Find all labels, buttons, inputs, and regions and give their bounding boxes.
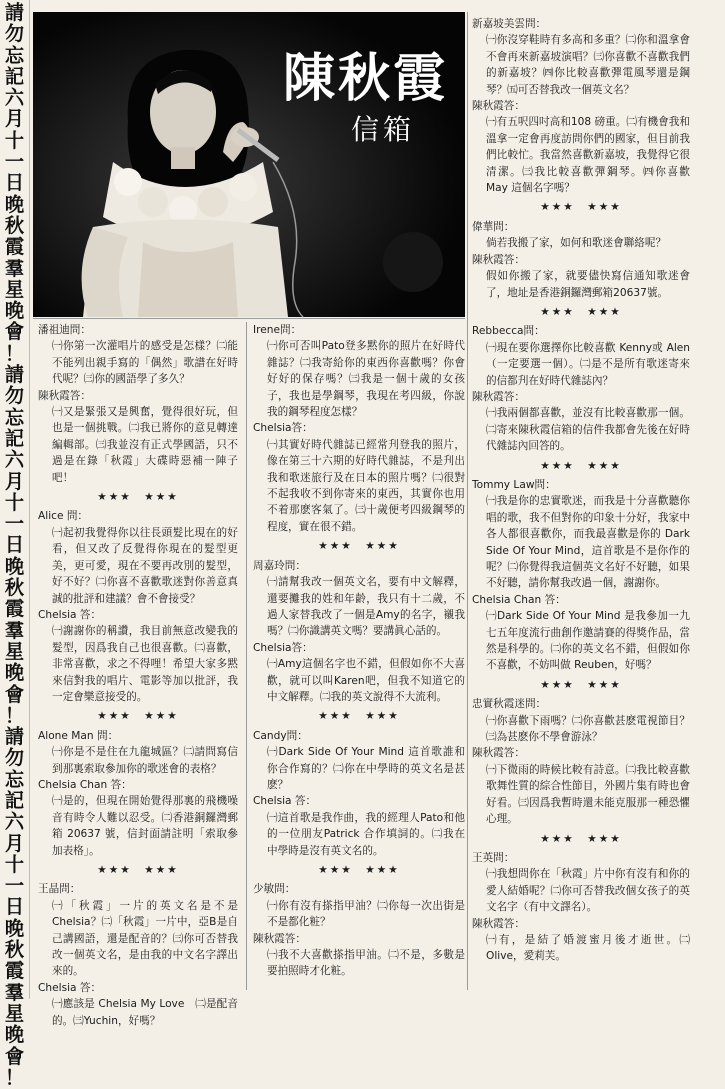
letter-sender: Chelsia Chan 答： bbox=[38, 778, 132, 791]
letter-text: ㈠有，是結了婚渡蜜月後才逝世。㈡Olive，愛莉芙。 bbox=[486, 933, 690, 963]
letter-text: ㈠是的，但現在開始覺得那裏的飛機噪音有時令人難以忍受。㈡香港銅鑼灣郵箱 20637 號，信封面請註明「索取參加表格」。 bbox=[52, 795, 238, 857]
letter-sender: 陳秋霞答： bbox=[472, 917, 525, 930]
side-banner-char: 秋 bbox=[4, 576, 25, 600]
side-banner-char: 勿 bbox=[4, 746, 25, 770]
side-banner-char: 會 bbox=[4, 320, 25, 344]
side-banner bbox=[0, 0, 30, 1089]
side-banner-char: 十 bbox=[4, 128, 25, 152]
letter-text: ㈠你有沒有搽指甲油？㈡你每一次出街是不是都化粧？ bbox=[267, 899, 465, 929]
side-banner-char: 晚 bbox=[4, 299, 25, 323]
letter-text: ㈠你是不是住在九龍城區？㈡請問寫信到那裏索取參加你的歌迷會的表格？ bbox=[52, 746, 238, 775]
side-banner-char: 星 bbox=[4, 277, 25, 301]
side-banner-char: 霞 bbox=[4, 235, 25, 259]
letter-text: ㈠下微雨的時候比較有詩意。㈡我比較喜歡歌舞性質的綜合性節目，外國片集有時也會好看。㈢因爲我暫時還未能克服那一種恐懼心理。 bbox=[486, 763, 690, 826]
side-banner-char: 羣 bbox=[4, 618, 25, 642]
side-banner-char: 會 bbox=[4, 1044, 25, 1068]
letter-text: ㈠我不大喜歡搽指甲油。㈡不是，多數是要拍照時才化粧。 bbox=[267, 949, 465, 978]
letter-text: ㈠有五呎四吋高和108 磅重。㈡有機會我和溫拿一定會再度訪問你們的國家，但目前我們比較忙。我當然喜歡新嘉坡，我覺得它很清潔。㈢我比較喜歡彈鋼琴。㈣你喜歡 May 這個名字嗎？ bbox=[486, 116, 690, 195]
letter-sender: Alone Man 問： bbox=[38, 729, 119, 742]
letter-sender: 周嘉玲問： bbox=[253, 559, 306, 572]
letter-sender: Chelsia 答： bbox=[38, 608, 102, 621]
side-banner-char: 請 bbox=[4, 725, 25, 749]
letter-sender: Candy問： bbox=[253, 729, 308, 742]
letter-text: ㈠「秋霞」一片的英文名是不是 Chelsia？㈡「秋霞」一片中，亞B是自己講國語，還是配音的？㈢你可否替我改一個英文名，是由我的中文名字譯出來的。 bbox=[52, 899, 238, 978]
letter-text: ㈠我想問你在「秋霞」片中你有沒有和你的愛人結婚呢？㈡你可否替我改個女孩子的英文名字（有中文譯名）。 bbox=[486, 868, 690, 914]
letter-sender: Rebbecca問： bbox=[472, 325, 545, 338]
letter-sender: 新嘉坡美雲問： bbox=[472, 18, 547, 30]
side-banner-char: 羣 bbox=[4, 980, 25, 1004]
column-title: 陳秋霞 bbox=[283, 48, 449, 109]
side-banner-char: 秋 bbox=[4, 938, 25, 962]
letter-sender: 王晶問： bbox=[38, 883, 81, 896]
side-banner-char: 月 bbox=[4, 831, 25, 855]
column-divider bbox=[467, 12, 468, 990]
section-stars: ★★★ ★★★ bbox=[540, 201, 622, 214]
side-banner-char: 十 bbox=[4, 852, 25, 876]
side-banner-char: 霞 bbox=[4, 959, 25, 983]
side-banner-char: 一 bbox=[4, 150, 25, 174]
letter-sender: 陳秋霞答： bbox=[253, 932, 306, 945]
side-banner-char: 月 bbox=[4, 107, 25, 131]
letter-text: ㈠你可否叫Pato登多黙你的照片在好時代雜誌？㈡我寄給你的東西你喜歡嗎？你會好好的保存嗎？㈢我是一個十歲的女孩子，我也是學鋼琴，我現在考四級，你說我的鋼琴程度怎樣？ bbox=[267, 340, 465, 419]
side-banner-char: 記 bbox=[4, 64, 25, 88]
letter-text: ㈠起初我覺得你以往長頭髮比現在的好看，但又改了反覺得你現在的髮型更美，更可愛，現在不要再改別的髮型，好不好？㈡你喜不喜歡歌迷對你善意真誠的批評和建議？會不會接受？ bbox=[52, 526, 238, 605]
section-stars: ★★★ ★★★ bbox=[97, 710, 179, 723]
letter-text: ㈠這首歌是我作曲，我的經理人Pato和他的一位朋友Patrick 合作填詞的。㈡我在中學時是沒有英文名的。 bbox=[267, 811, 465, 857]
photo-divider bbox=[33, 318, 465, 319]
letter-sender: Irene問： bbox=[253, 324, 302, 336]
section-stars: ★★★ ★★★ bbox=[97, 864, 179, 876]
section-stars: ★★★ ★★★ bbox=[318, 540, 400, 553]
side-banner-char: 月 bbox=[4, 469, 25, 493]
letter-sender: 陳秋霞答： bbox=[472, 747, 525, 760]
section-stars: ★★★ ★★★ bbox=[97, 491, 179, 504]
side-banner-char: 晚 bbox=[4, 916, 25, 940]
side-banner-char: 一 bbox=[4, 874, 25, 898]
side-banner-char: ！ bbox=[4, 1065, 25, 1089]
side-banner-char: 星 bbox=[4, 1001, 25, 1025]
side-banner-char: 忘 bbox=[4, 43, 25, 67]
column-divider bbox=[246, 322, 247, 990]
letter-text: ㈠Dark Side Of Your Mind 這首歌誰和你合作寫的？㈡你在中學時的英文名是甚麽？ bbox=[267, 746, 465, 791]
section-stars: ★★★ ★★★ bbox=[540, 832, 622, 845]
letter-sender: Chelsia Chan 答： bbox=[472, 593, 566, 606]
section-stars: ★★★ ★★★ bbox=[540, 678, 622, 691]
letter-text: ㈠你第一次灌唱片的感受是怎樣？㈡能不能列出親手寫的「偶然」歌譜在好時代呢？㈢你的國語學了多久？ bbox=[52, 340, 238, 386]
letter-sender: Chelsia 答： bbox=[253, 795, 317, 808]
side-banner-char: 忘 bbox=[4, 767, 25, 791]
letter-sender: 少敏問： bbox=[253, 883, 296, 896]
side-banner-char: 請 bbox=[4, 363, 25, 387]
side-banner-char: 羣 bbox=[4, 256, 25, 280]
letter-sender: 偉華問： bbox=[472, 220, 515, 233]
letter-sender: 潘祖迪問： bbox=[38, 324, 91, 336]
letter-sender: 陳秋霞答： bbox=[38, 389, 91, 402]
letter-sender: 忠實秋霞迷問： bbox=[472, 698, 547, 711]
letter-sender: 陳秋霞答： bbox=[472, 253, 525, 266]
letter-text: ㈠我兩個都喜歡，並沒有比較喜歡那一個。㈡寄來陳秋霞信箱的信件我都會先後在好時代雜誌內回答的。 bbox=[486, 407, 690, 453]
letter-sender: Chelsia答： bbox=[253, 422, 313, 435]
section-stars: ★★★ ★★★ bbox=[540, 305, 622, 318]
letter-text: ㈠謝謝你的稱讚，我目前無意改變我的髮型，因爲我自己也很喜歡。㈡喜歡，非常喜歡，求之不得哩！希望大家多黙來信對我的唱片、電影等加以批評，我一定會樂意接受的。 bbox=[52, 625, 238, 703]
side-banner-char: 六 bbox=[4, 810, 25, 834]
section-stars: ★★★ ★★★ bbox=[318, 710, 400, 723]
side-banner-char: 六 bbox=[4, 86, 25, 110]
letter-sender: Chelsia答： bbox=[253, 641, 313, 654]
side-banner-char: 霞 bbox=[4, 597, 25, 621]
side-banner-char: 日 bbox=[4, 171, 25, 195]
letter-text: ㈠Dark Side Of Your Mind 是我參加一九七五年度流行曲創作邀請賽的得獎作品，當然是科學的。㈡你的英文名不錯，但假如你不喜歡，不妨叫做 Reuben，好嗎？ bbox=[486, 610, 690, 672]
letter-sender: Tommy Law問： bbox=[472, 478, 556, 491]
side-banner-char: 六 bbox=[4, 448, 25, 472]
letter-text: ㈠現在要你選擇你比較喜歡 Kenny或 Alen（一定要選一個）。㈡是不是所有歌迷寄來的信都刋在好時代雜誌內？ bbox=[486, 341, 690, 387]
letters-column-3 bbox=[472, 16, 690, 965]
letter-text: 倘若我搬了家，如何和歌迷會聯絡呢？ bbox=[486, 237, 667, 250]
side-banner-char: 會 bbox=[4, 682, 25, 706]
side-banner-char: 十 bbox=[4, 490, 25, 514]
letter-sender: 陳秋霞答： bbox=[472, 100, 525, 113]
side-banner-char: 晚 bbox=[4, 1023, 25, 1047]
letter-text: ㈠應該是 Chelsia My Love ㈡是配音的。㈢Yuchin，好嗎？ bbox=[52, 998, 238, 1027]
side-banner-char: ！ bbox=[4, 703, 25, 727]
section-stars: ★★★ ★★★ bbox=[318, 864, 400, 876]
letter-text: ㈠又是緊張又是興奮，覺得很好玩，但也是一個挑戰。㈡我已將你的意見轉達編輯部。㈢我並沒有正式學國語，只不過是在錄「秋霞」大碟時惡補一陣子吧！ bbox=[52, 406, 238, 484]
side-banner-char: 一 bbox=[4, 512, 25, 536]
side-banner-char: 記 bbox=[4, 426, 25, 450]
letter-sender: 王英問： bbox=[472, 851, 515, 864]
column-subtitle: 信箱 bbox=[351, 113, 416, 146]
section-stars: ★★★ ★★★ bbox=[540, 459, 622, 472]
side-banner-char: 勿 bbox=[4, 22, 25, 46]
side-banner-char: 秋 bbox=[4, 213, 25, 237]
letter-text: ㈠請幫我改一個英文名，要有中文解釋，還要攤我的姓和年齡，我只有十二歲，不過人家替我改了一個是Amy的名字，襯我嗎？㈡你識講英文嗎？要講眞心話的。 bbox=[267, 576, 465, 638]
letter-sender: Chelsia 答： bbox=[38, 981, 102, 994]
side-banner-char: 勿 bbox=[4, 384, 25, 408]
singer-photo bbox=[33, 12, 465, 317]
letter-text: 假如你搬了家，就要儘快寫信通知歌迷會了，地址是香港銅鑼灣郵箱20637號。 bbox=[486, 270, 690, 299]
side-banner-char: 日 bbox=[4, 895, 25, 919]
side-banner-char: 請 bbox=[4, 1, 25, 24]
side-banner-char: 晚 bbox=[4, 554, 25, 578]
side-banner-char: 記 bbox=[4, 788, 25, 812]
letter-text: ㈠Amy這個名字也不錯，但假如你不大喜歡，就可以叫Karen吧，但我不知道它的中文解釋。㈡我的英文說得不大流利。 bbox=[267, 658, 465, 703]
side-banner-char: 晚 bbox=[4, 661, 25, 685]
side-banner-char: 星 bbox=[4, 639, 25, 663]
side-banner-char: ！ bbox=[4, 341, 25, 365]
letter-text: ㈠其實好時代雜誌已經常刋登我的照片，像在第三十六期的好時代雜誌，不是刋出我和歌迷旅行及在日本的照片嗎？㈡很對不起我收不到你寄來的東西，其實你也用不着那麽客氣了。㈢十歲便考四級鋼琴的程度，實在很不錯。 bbox=[267, 438, 465, 533]
letter-sender: 陳秋霞答： bbox=[472, 390, 525, 403]
letter-text: ㈠我是你的忠實歌迷，而我是十分喜歡聽你唱的歌，我不但對你的印象十分好，我家中各人都很喜歡你，而我最喜歡是你的 Dark Side Of Your Mind，這首歌是不是你作的呢？㈡你覺得我這個英文名好不好聽，如果不好聽，請你幫我改過一個，謝謝你。 bbox=[486, 495, 690, 590]
letter-text: ㈠你喜歡下雨嗎？㈡你喜歡甚麽電視節目？㈢為甚麽你不學會游泳？ bbox=[486, 714, 690, 744]
letter-sender: Alice 問： bbox=[38, 510, 89, 523]
side-banner-char: 忘 bbox=[4, 405, 25, 429]
side-banner-char: 晚 bbox=[4, 192, 25, 216]
letters-column-1 bbox=[38, 322, 238, 1029]
letters-column-2 bbox=[253, 322, 465, 980]
letter-text: ㈠你沒穿鞋時有多高和多重？㈡你和溫拿會不會再來新嘉坡演唱？㈢你喜歡不喜歡我們的新嘉坡？㈣你比較喜歡彈電風琴還是鋼琴？㈤可否替我改一個英文名？ bbox=[486, 34, 690, 96]
side-banner-char: 日 bbox=[4, 533, 25, 557]
